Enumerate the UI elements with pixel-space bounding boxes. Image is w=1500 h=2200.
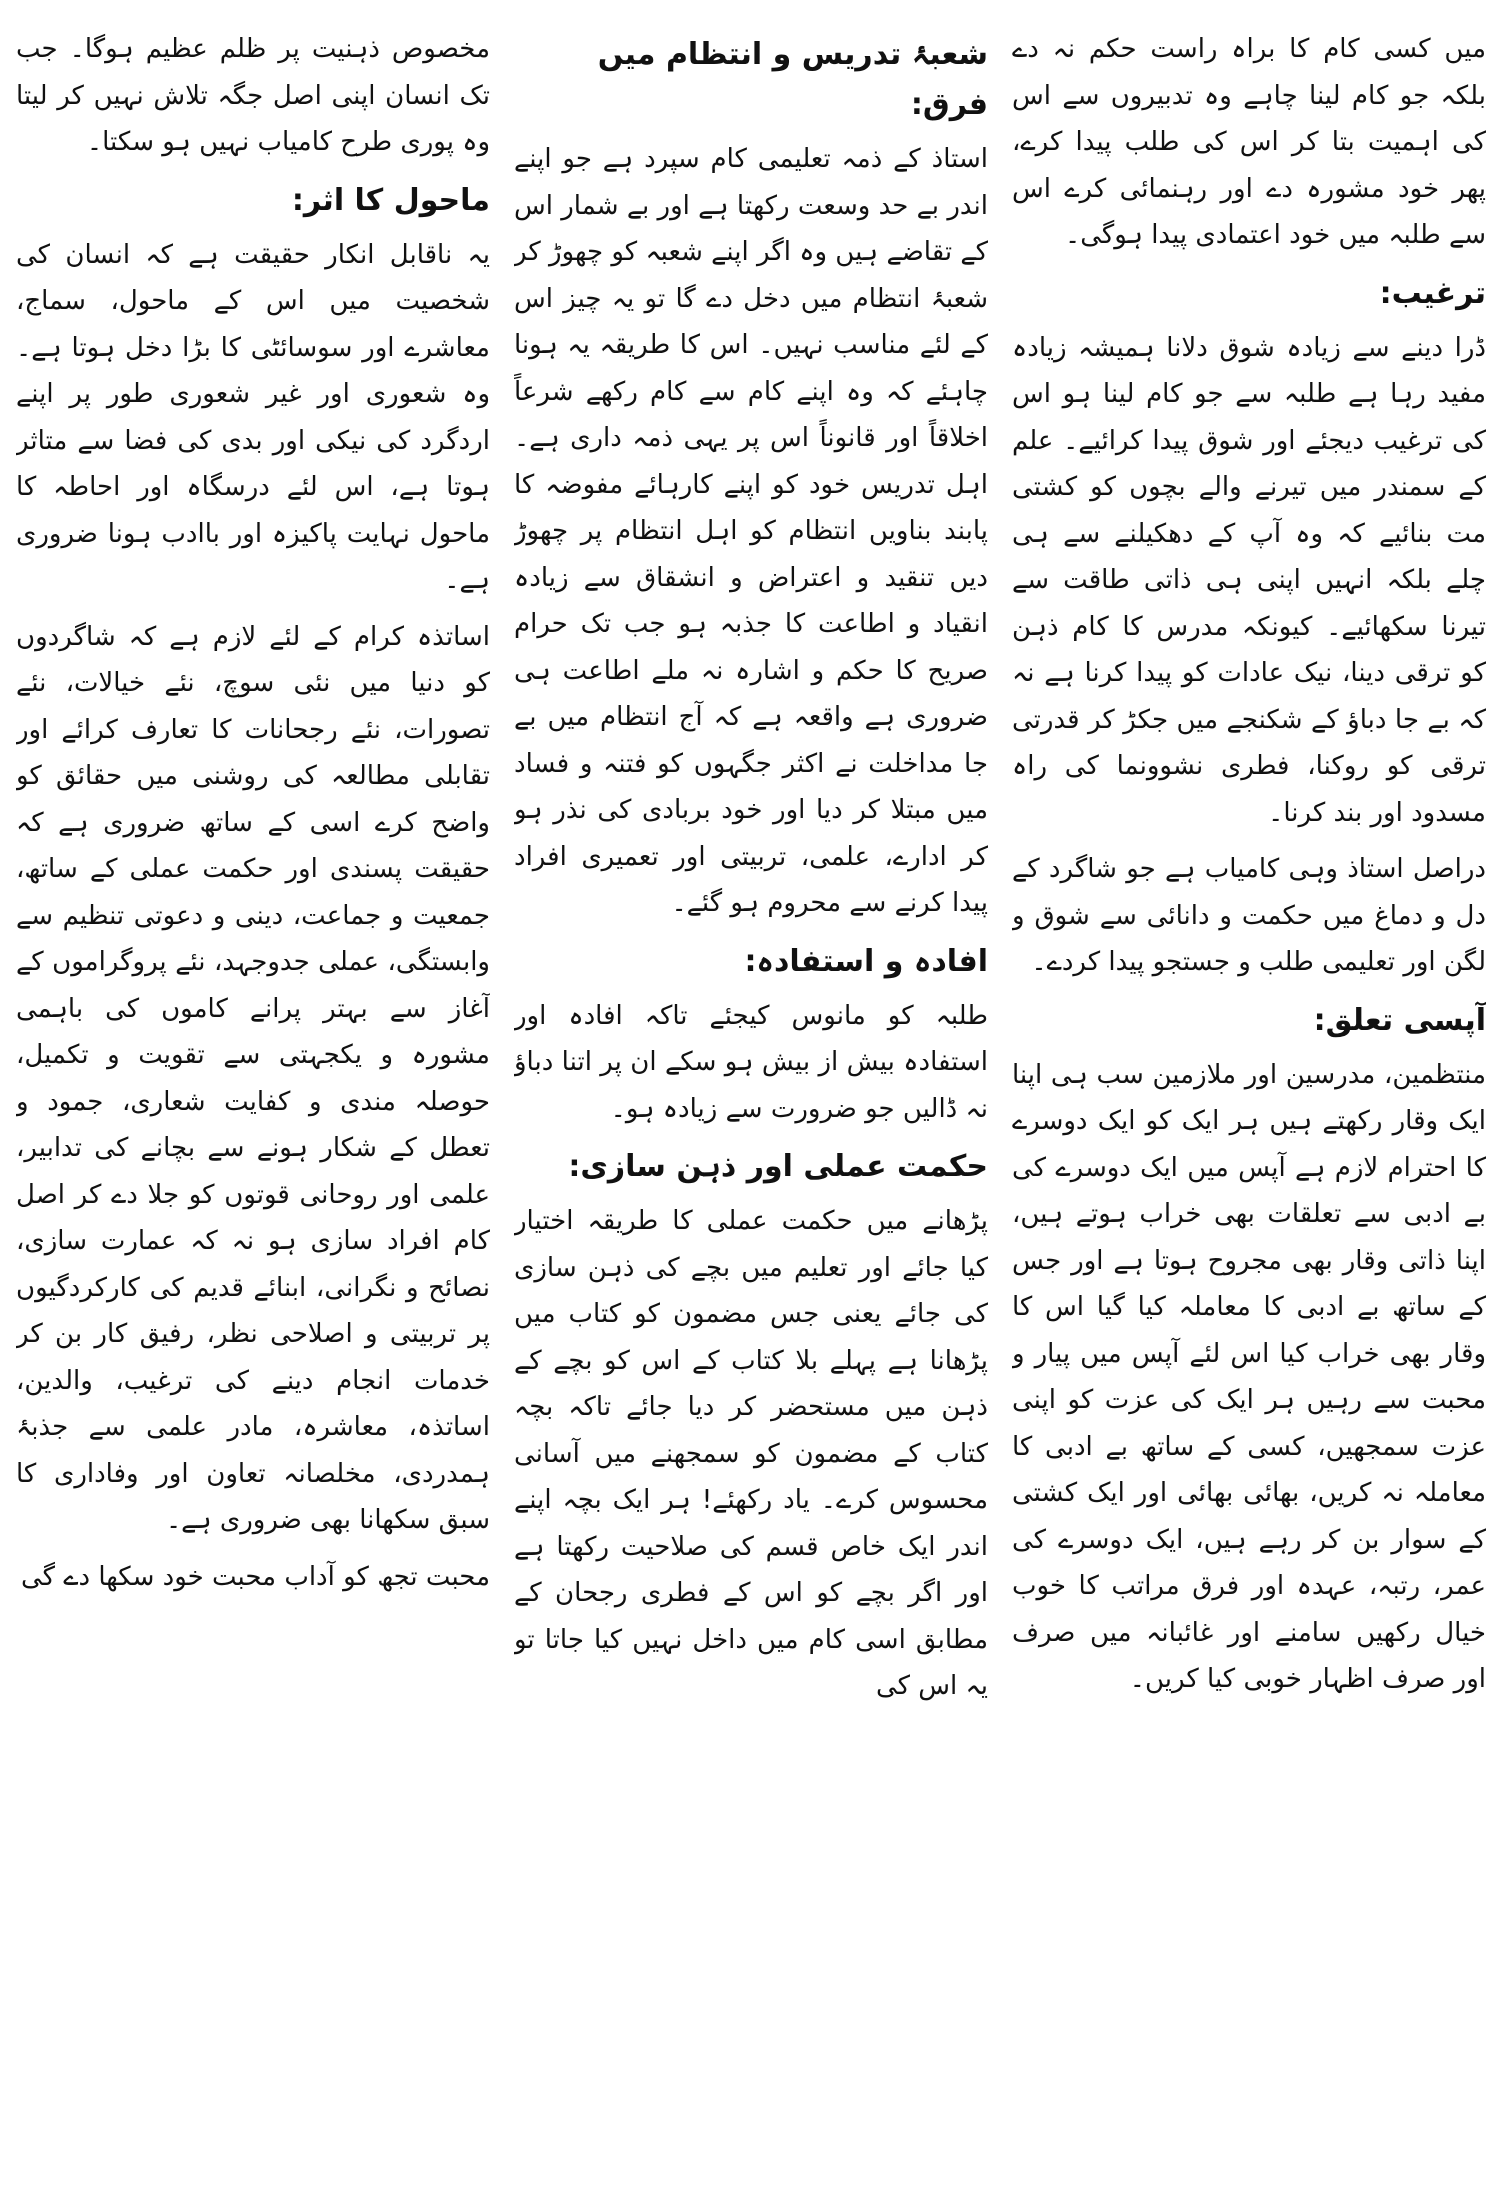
closing-verse: محبت تجھ کو آداب محبت خود سکھا دے گی	[20, 1561, 490, 1592]
paragraph: ڈرا دینے سے زیادہ شوق دلانا ہمیشہ زیادہ مفید رہا ہے طلبہ سے جو کام لینا ہو اس کی ترغیب دیجئے اور شوق پیدا کرائیے۔ علم کے سمندر میں تیرنے والے بچوں کو کشتی مت بنائیے کہ وہ آپ کے دھکیلنے سے ہی چلے بلکہ انہیں اپنی ہی ذاتی طاقت سے تیرنا سکھائیے۔ کیونکہ مدرس کا کام ذہن کو ترقی دینا، نیک عادات کو پیدا کرنا ہے نہ کہ بے جا دباؤ کے شکنجے میں جکڑ کر قدرتی ترقی کو روکنا، فطری نشوونما کی راہ مسدود اور بند کرنا۔	[1012, 332, 1486, 828]
column-right	[1012, 26, 1486, 2180]
section-heading-ifada-istifada: افادہ و استفادہ:	[744, 943, 988, 979]
paragraph: میں کسی کام کا براہ راست حکم نہ دے بلکہ جو کام لینا چاہے وہ تدبیروں سے اس کی اہمیت بتا کر اس کی طلب پیدا کرے، پھر خود مشورہ دے اور رہنمائی کرے اس سے طلبہ میں خود اعتمادی پیدا ہوگی۔	[1012, 34, 1486, 250]
section-heading-mahol-ka-asar: ماحول کا اثر:	[291, 182, 490, 218]
paragraph: اساتذہ کرام کے لئے لازم ہے کہ شاگردوں کو دنیا میں نئی سوچ، نئے خیالات، نئے تصورات، نئے رجحانات کا تعارف کرائے اور تقابلی مطالعہ کی روشنی میں حقائق کو واضح کرے اسی کے ساتھ ضروری ہے کہ حقیقت پسندی اور حکمت عملی کے ساتھ، جمعیت و جماعت، دینی و دعوتی تنظیم سے وابستگی، عملی جدوجہد، نئے پروگراموں کے آغاز سے بہتر پرانے کاموں کی باہمی مشورہ و یکجہتی سے تقویت و تکمیل، حوصلہ مندی و کفایت شعاری، جمود و تعطل کے شکار ہونے سے بچانے کی تدابیر، علمی اور روحانی قوتوں کو جلا دے کر اصل کام افراد سازی ہو نہ کہ عمارت سازی، نصائح و نگرانی، ابنائے قدیم کی کارکردگیوں پر تربیتی و اصلاحی نظر، رفیق کار بن کر خدمات انجام دینے کی ترغیب، والدین، اساتذہ، معاشرہ، مادر علمی سے جذبۂ ہمدردی، مخلصانہ تعاون اور وفاداری کا سبق سکھانا بھی ضروری ہے۔	[16, 621, 490, 1535]
section-heading-targheeb: ترغیب:	[1379, 275, 1486, 311]
paragraph: دراصل استاذ وہی کامیاب ہے جو شاگرد کے دل و دماغ میں حکمت و دانائی سے شوق و لگن اور تعلیمی طلب و جستجو پیدا کردے۔	[1012, 854, 1486, 977]
section-heading-tadrees-intizam: شعبۂ تدریس و انتظام میں فرق:	[597, 37, 988, 122]
column-left	[16, 26, 490, 2180]
paragraph: یہ ناقابل انکار حقیقت ہے کہ انسان کی شخصیت میں اس کے ماحول، سماج، معاشرے اور سوسائٹی کا بڑا دخل ہوتا ہے۔ وہ شعوری اور غیر شعوری طور پر اپنے اردگرد کی نیکی اور بدی کی فضا سے متاثر ہوتا ہے، اس لئے درسگاہ اور احاطہ کا ماحول نہایت پاکیزہ اور باادب ہونا ضروری ہے۔	[16, 239, 490, 595]
column-middle	[514, 26, 988, 2180]
paragraph: مخصوص ذہنیت پر ظلم عظیم ہوگا۔ جب تک انسان اپنی اصل جگہ تلاش نہیں کر لیتا وہ پوری طرح کامیاب نہیں ہو سکتا۔	[16, 34, 490, 157]
paragraph: پڑھانے میں حکمت عملی کا طریقہ اختیار کیا جائے اور تعلیم میں بچے کی ذہن سازی کی جائے یعنی جس مضمون کو کتاب میں پڑھانا ہے پہلے بلا کتاب کے اس کو بچے کے ذہن میں مستحضر کر دیا جائے تاکہ بچہ کتاب کے مضمون کو سمجھنے میں آسانی محسوس کرے۔ یاد رکھئے! ہر ایک بچہ اپنے اندر ایک خاص قسم کی صلاحیت رکھتا ہے اور اگر بچے کو اس کے فطری رجحان کے مطابق اسی کام میں داخل نہیں کیا جاتا تو یہ اس کی	[514, 1206, 988, 1701]
section-heading-aapsi-taalluq: آپسی تعلق:	[1313, 1002, 1486, 1038]
paragraph: منتظمین، مدرسین اور ملازمین سب ہی اپنا ایک وقار رکھتے ہیں ہر ایک کو ایک دوسرے کا احترام لازم ہے آپس میں ایک دوسرے کی بے ادبی سے تعلقات بھی خراب ہوتے ہیں، اپنا ذاتی وقار بھی مجروح ہوتا ہے اور جس کے ساتھ بے ادبی کا معاملہ کیا گیا اس کا وقار بھی خراب کیا اس لئے آپس میں پیار و محبت سے رہیں ہر ایک کی عزت کو اپنی عزت سمجھیں، کسی کے ساتھ بے ادبی کا معاملہ نہ کریں، بھائی بھائی اور ایک کشتی کے سوار بن کر رہے ہیں، ایک دوسرے کی عمر، رتبہ، عہدہ اور فرق مراتب کا خوب خیال رکھیں سامنے اور غائبانہ میں صرف اور صرف اظہار خوبی کیا کریں۔	[1012, 1059, 1486, 1694]
paragraph: طلبہ کو مانوس کیجئے تاکہ افادہ اور استفادہ بیش از بیش ہو سکے ان پر اتنا دباؤ نہ ڈالیں جو ضرورت سے زیادہ ہو۔	[514, 1000, 988, 1124]
section-heading-hikmat-e-amali: حکمت عملی اور ذہن سازی:	[568, 1149, 988, 1184]
paragraph: استاذ کے ذمہ تعلیمی کام سپرد ہے جو اپنے اندر بے حد وسعت رکھتا ہے اور بے شمار اس کے تقاضے ہیں وہ اگر اپنے شعبہ کو چھوڑ کر شعبۂ انتظام میں دخل دے گا تو یہ چیز اس کے لئے مناسب نہیں۔ اس کا طریقہ یہ ہونا چاہئے کہ وہ اپنے کام سے کام رکھے شرعاً اخلاقاً اور قانوناً اس پر یہی ذمہ داری ہے۔ اہل تدریس خود کو اپنے کارہائے مفوضہ کا پابند بناویں انتظام کو اہل انتظام پر چھوڑ دیں تنقید و اعتراض و انشقاق سے زیادہ انقیاد و اطاعت کا جذبہ ہو جب تک حرام صریح کا حکم و اشارہ نہ ملے اطاعت ہی ضروری ہے واقعہ ہے کہ آج انتظام میں بے جا مداخلت نے اکثر جگہوں کو فتنہ و فساد میں مبتلا کر دیا اور خود بربادی کی نذر ہو کر ادارے، علمی، تربیتی اور تعمیری افراد پیدا کرنے سے محروم ہو گئے۔	[514, 144, 988, 918]
